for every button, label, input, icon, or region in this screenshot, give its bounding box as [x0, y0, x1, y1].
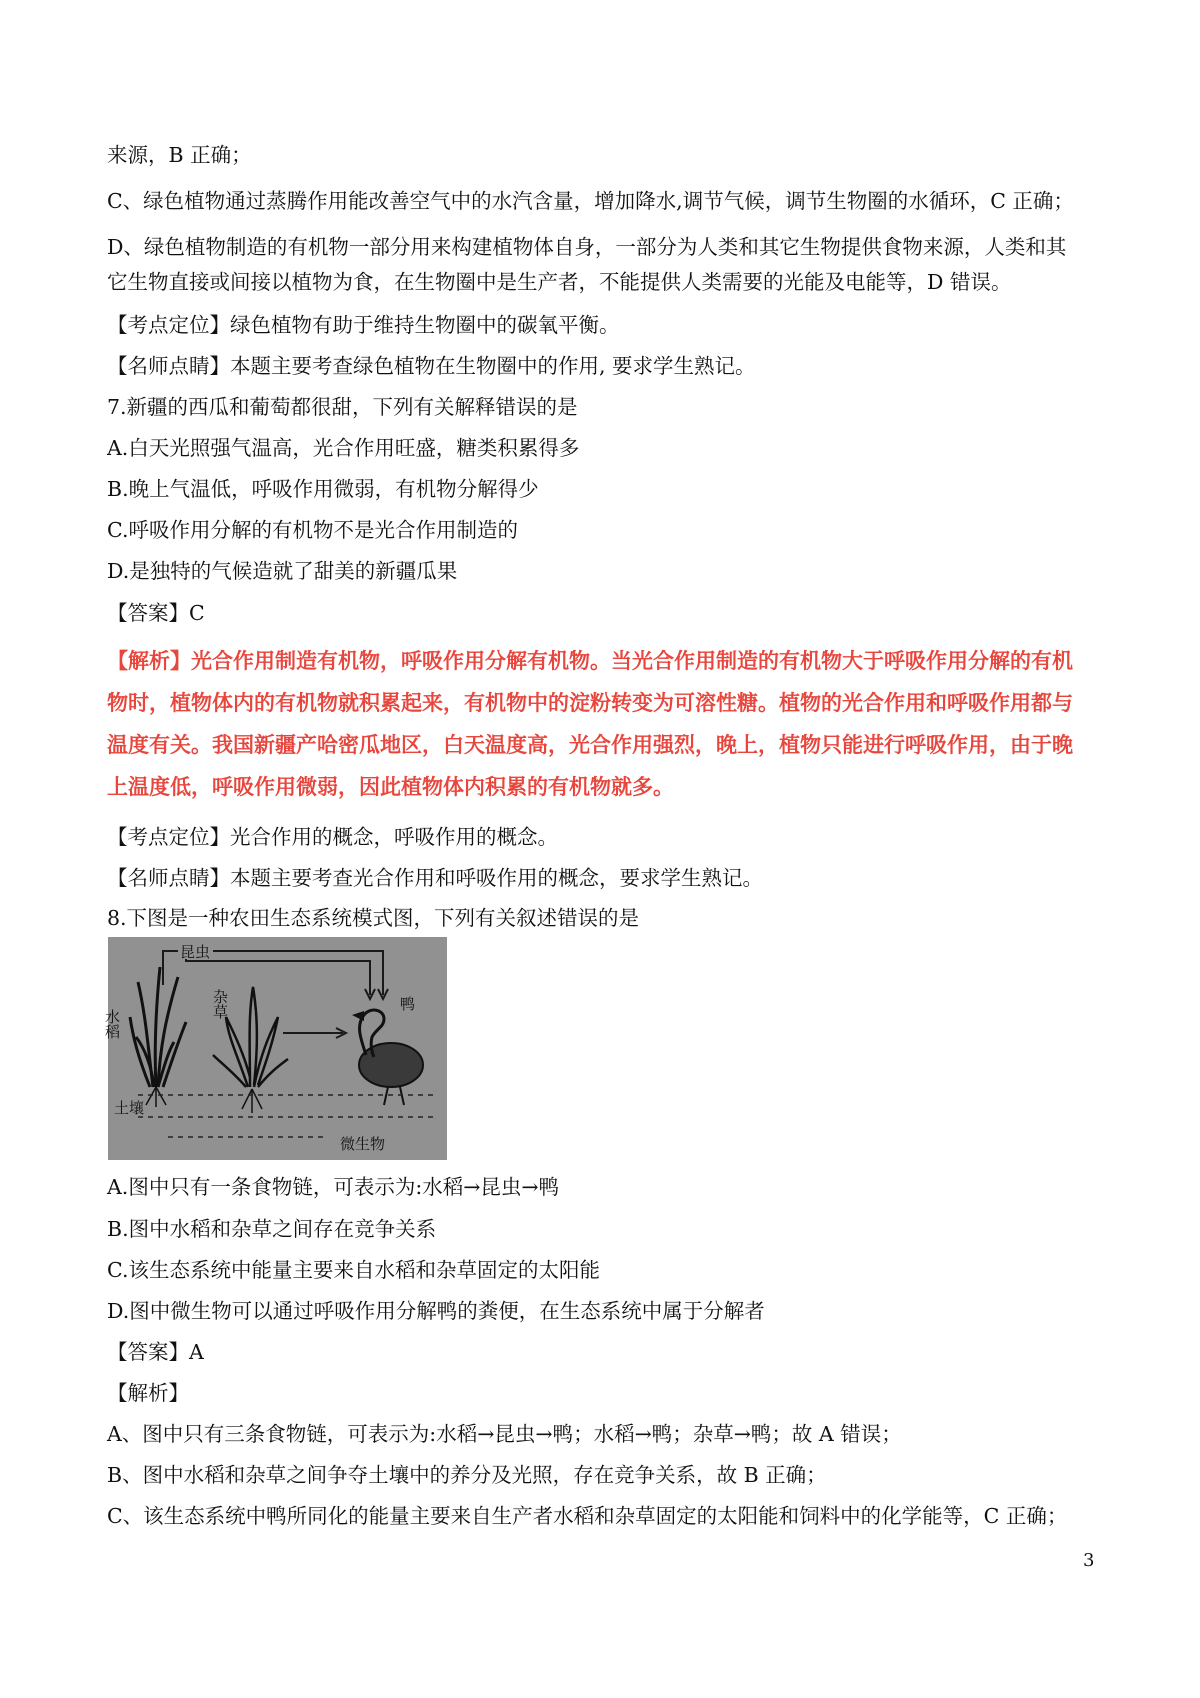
question-8-option-d: D.图中微生物可以通过呼吸作用分解鸭的粪便，在生态系统中属于分解者 — [107, 1299, 765, 1323]
question-7-option-d: D.是独特的气候造就了甜美的新疆瓜果 — [107, 559, 458, 583]
analysis-red-line: 物时，植物体内的有机物就积累起来，有机物中的淀粉转变为可溶性糖。植物的光合作用和呼吸作用都与 — [107, 691, 1073, 715]
text-line: C、绿色植物通过蒸腾作用能改善空气中的水汽含量，增加降水,调节气候，调节生物圈的水循环，C 正确； — [107, 189, 1074, 213]
figure-label-duck: 鸭 — [400, 995, 416, 1013]
question-7-stem: 7.新疆的西瓜和葡萄都很甜，下列有关解释错误的是 — [107, 395, 578, 419]
analysis-red-line: 【解析】光合作用制造有机物，呼吸作用分解有机物。当光合作用制造的有机物大于呼吸作用分解的有机 — [107, 649, 1073, 673]
text-line: 它生物直接或间接以植物为食，在生物圈中是生产者，不能提供人类需要的光能及电能等，D 错误。 — [107, 270, 1012, 294]
analysis-red-line: 温度有关。我国新疆产哈密瓜地区，白天温度高，光合作用强烈，晚上，植物只能进行呼吸作用，由于晚 — [107, 733, 1073, 757]
question-7-option-c: C.呼吸作用分解的有机物不是光合作用制造的 — [107, 518, 518, 542]
figure-label-weed: 杂草 — [211, 989, 229, 1019]
exam-point-line: 【考点定位】绿色植物有助于维持生物圈中的碳氧平衡。 — [107, 313, 620, 337]
figure-label-microbe: 微生物 — [340, 1135, 386, 1153]
answer-line: 【答案】A — [107, 1340, 204, 1364]
farmland-ecosystem-diagram — [103, 937, 447, 1160]
question-7-option-b: B.晚上气温低，呼吸作用微弱，有机物分解得少 — [107, 477, 539, 501]
analysis-line: A、图中只有三条食物链，可表示为:水稻→昆虫→鸭；水稻→鸭；杂草→鸭；故 A 错误； — [107, 1422, 902, 1446]
figure-label-insect: 昆虫 — [180, 943, 211, 961]
teacher-tip-line: 【名师点睛】本题主要考查光合作用和呼吸作用的概念，要求学生熟记。 — [107, 866, 763, 890]
analysis-red-line: 上温度低，呼吸作用微弱，因此植物体内积累的有机物就多。 — [107, 775, 674, 799]
analysis-heading: 【解析】 — [107, 1381, 189, 1405]
analysis-line: B、图中水稻和杂草之间争夺土壤中的养分及光照，存在竞争关系，故 B 正确； — [107, 1463, 827, 1487]
question-8-option-a: A.图中只有一条食物链，可表示为:水稻→昆虫→鸭 — [107, 1175, 560, 1199]
figure-label-soil: 土壤 — [114, 1099, 145, 1117]
teacher-tip-line: 【名师点睛】本题主要考查绿色植物在生物圈中的作用, 要求学生熟记。 — [107, 354, 756, 378]
text-line: D、绿色植物制造的有机物一部分用来构建植物体自身，一部分为人类和其它生物提供食物来源，人类和其 — [107, 235, 1067, 259]
figure-label-rice: 水稻 — [103, 1009, 121, 1039]
question-7-option-a: A.白天光照强气温高，光合作用旺盛，糖类积累得多 — [107, 436, 580, 460]
analysis-line: C、该生态系统中鸭所同化的能量主要来自生产者水稻和杂草固定的太阳能和饲料中的化学能等，C 正确； — [107, 1504, 1068, 1528]
question-8-option-b: B.图中水稻和杂草之间存在竞争关系 — [107, 1217, 437, 1241]
text-line: 来源，B 正确； — [107, 143, 252, 167]
answer-line: 【答案】C — [107, 601, 205, 625]
question-8-option-c: C.该生态系统中能量主要来自水稻和杂草固定的太阳能 — [107, 1258, 600, 1282]
question-8-stem: 8.下图是一种农田生态系统模式图，下列有关叙述错误的是 — [107, 906, 640, 930]
page-number: 3 — [1083, 1550, 1095, 1571]
exam-point-line: 【考点定位】光合作用的概念，呼吸作用的概念。 — [107, 825, 558, 849]
